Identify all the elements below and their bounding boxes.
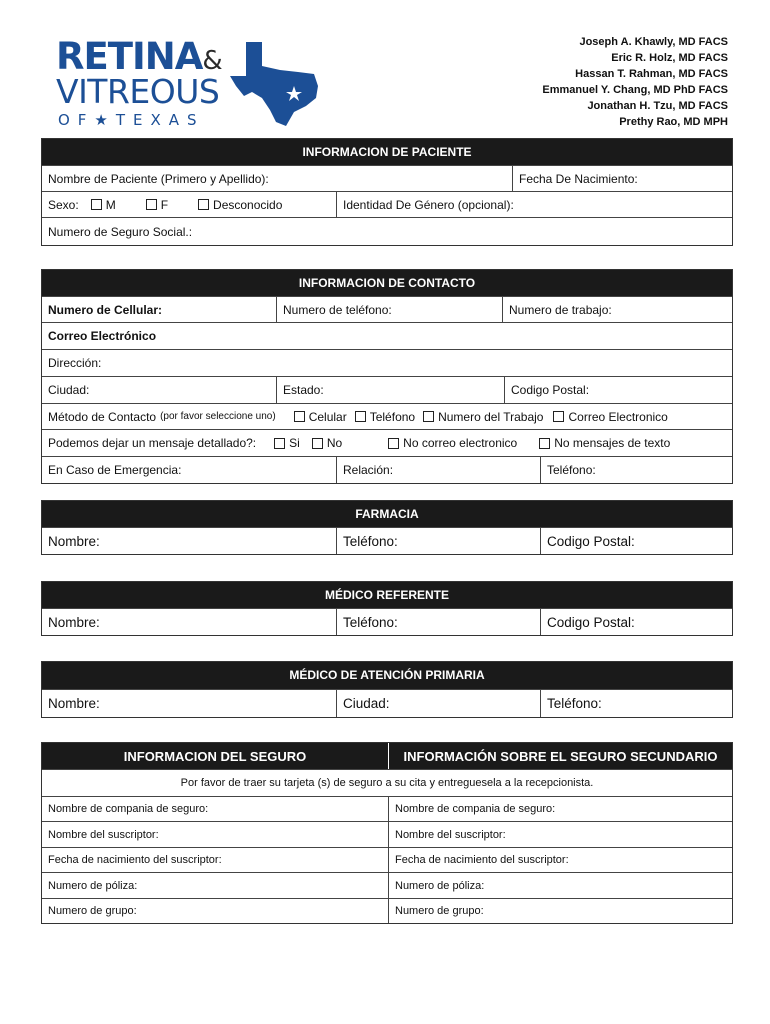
home-phone-field[interactable]: Numero de teléfono: xyxy=(276,297,502,322)
method-cel-checkbox[interactable] xyxy=(294,411,305,422)
method-work-label: Numero del Trabajo xyxy=(438,409,544,424)
zip-field[interactable]: Codigo Postal: xyxy=(504,377,732,403)
pharmacy-name-field[interactable]: Nombre: xyxy=(48,533,100,549)
sex-m-checkbox[interactable] xyxy=(91,199,102,210)
method-email-checkbox[interactable] xyxy=(553,411,564,422)
section-title: MÉDICO REFERENTE xyxy=(42,582,732,608)
contact-method-label: Método de Contacto xyxy=(48,409,157,424)
contact-method-field xyxy=(42,404,732,429)
method-work-checkbox[interactable] xyxy=(423,411,434,422)
section-title: MÉDICO DE ATENCIÓN PRIMARIA xyxy=(42,662,732,689)
secondary-subscriber-dob-field[interactable]: Fecha de nacimiento del suscriptor: xyxy=(388,848,732,872)
work-phone-field[interactable]: Numero de trabajo: xyxy=(502,297,732,322)
no-text-label: No mensajes de texto xyxy=(554,436,671,450)
secondary-insurance-title: INFORMACIÓN SOBRE EL SEGURO SECUNDARIO xyxy=(388,743,732,769)
message-no-checkbox[interactable] xyxy=(312,438,323,449)
logo-retina: RETINA xyxy=(56,35,203,78)
emergency-phone-field[interactable]: Teléfono: xyxy=(540,457,732,483)
state-field[interactable]: Estado: xyxy=(276,377,504,403)
ssn-field[interactable]: Numero de Seguro Social.: xyxy=(48,224,193,239)
relation-field[interactable]: Relación: xyxy=(336,457,540,483)
sex-unknown-checkbox[interactable] xyxy=(198,199,209,210)
detailed-message-field xyxy=(42,430,732,456)
dob-field[interactable]: Fecha De Nacimiento: xyxy=(512,166,732,191)
primary-phone-field[interactable]: Teléfono: xyxy=(540,690,732,717)
practice-logo xyxy=(56,35,336,130)
method-tel-label: Teléfono xyxy=(369,409,416,424)
insurance-section xyxy=(41,742,733,924)
emergency-contact-field[interactable]: En Caso de Emergencia: xyxy=(48,463,182,477)
primary-city-field[interactable]: Ciudad: xyxy=(336,690,540,717)
doctor-name: Hassan T. Rahman, MD FACS xyxy=(575,68,728,80)
policy-number-field[interactable]: Numero de póliza: xyxy=(48,879,138,892)
insurance-note: Por favor de traer su tarjeta (s) de seguro a su cita y entreguesela a la recepcionista. xyxy=(180,777,594,789)
doctor-list xyxy=(468,34,728,130)
sex-f-label: F xyxy=(160,197,169,212)
primary-name-field[interactable]: Nombre: xyxy=(48,696,100,711)
message-yes-label: Si xyxy=(289,436,300,450)
message-no-label: No xyxy=(326,436,343,450)
gender-identity-field[interactable]: Identidad De Género (opcional): xyxy=(336,192,732,217)
primary-insurance-title: INFORMACION DEL SEGURO xyxy=(123,748,307,764)
email-field[interactable]: Correo Electrónico xyxy=(48,329,157,343)
referring-name-field[interactable]: Nombre: xyxy=(48,614,100,630)
section-title: INFORMACION DE CONTACTO xyxy=(42,270,732,296)
logo-ampersand: & xyxy=(202,46,222,76)
method-email-label: Correo Electronico xyxy=(568,409,668,424)
cell-phone-field[interactable]: Numero de Cellular: xyxy=(48,302,163,317)
method-tel-checkbox[interactable] xyxy=(355,411,366,422)
insurance-company-field[interactable]: Nombre de compania de seguro: xyxy=(48,803,209,815)
referring-phone-field[interactable]: Teléfono: xyxy=(336,609,540,635)
logo-of-texas: OF★TEXAS xyxy=(58,111,205,129)
no-text-checkbox[interactable] xyxy=(539,438,550,449)
doctor-name: Emmanuel Y. Chang, MD PhD FACS xyxy=(542,84,728,96)
section-title: INFORMACION DE PACIENTE xyxy=(42,139,732,165)
sex-m-label: M xyxy=(105,197,116,212)
pharmacy-phone-field[interactable]: Teléfono: xyxy=(336,528,540,554)
patient-name-field[interactable]: Nombre de Paciente (Primero y Apellido): xyxy=(48,171,269,186)
secondary-group-number-field[interactable]: Numero de grupo: xyxy=(388,899,732,923)
texas-map-icon xyxy=(228,40,323,128)
address-field[interactable]: Dirección: xyxy=(48,356,102,370)
section-title: FARMACIA xyxy=(42,501,732,527)
doctor-name: Joseph A. Khawly, MD FACS xyxy=(579,36,728,48)
message-yes-checkbox[interactable] xyxy=(274,438,285,449)
sex-unknown-label: Desconocido xyxy=(213,197,283,212)
no-email-checkbox[interactable] xyxy=(388,438,399,449)
group-number-field[interactable]: Numero de grupo: xyxy=(48,905,137,917)
patient-info-section xyxy=(41,138,733,246)
sex-f-checkbox[interactable] xyxy=(146,199,157,210)
doctor-name: Jonathan H. Tzu, MD FACS xyxy=(587,100,728,112)
logo-vitreous: VITREOUS xyxy=(56,72,220,111)
pharmacy-section xyxy=(41,500,733,555)
doctor-name: Prethy Rao, MD MPH xyxy=(619,116,728,128)
subscriber-name-field[interactable]: Nombre del suscriptor: xyxy=(48,828,159,841)
city-field[interactable]: Ciudad: xyxy=(48,383,90,397)
subscriber-dob-field[interactable]: Fecha de nacimiento del suscriptor: xyxy=(48,854,222,866)
primary-care-section xyxy=(41,661,733,718)
contact-info-section xyxy=(41,269,733,484)
detailed-message-label: Podemos dejar un mensaje detallado?: xyxy=(48,436,257,450)
pharmacy-zip-field[interactable]: Codigo Postal: xyxy=(540,528,732,554)
referring-zip-field[interactable]: Codigo Postal: xyxy=(540,609,732,635)
no-email-label: No correo electronico xyxy=(403,436,518,450)
doctor-name: Eric R. Holz, MD FACS xyxy=(611,52,728,64)
secondary-insurance-company-field[interactable]: Nombre de compania de seguro: xyxy=(388,797,732,821)
sex-label: Sexo: xyxy=(48,197,79,212)
referring-physician-section xyxy=(41,581,733,636)
secondary-subscriber-name-field[interactable]: Nombre del suscriptor: xyxy=(388,822,732,847)
secondary-policy-number-field[interactable]: Numero de póliza: xyxy=(388,873,732,898)
contact-method-note: (por favor seleccione uno) xyxy=(160,411,276,422)
method-cel-label: Celular xyxy=(308,409,347,424)
sex-field xyxy=(42,192,336,217)
